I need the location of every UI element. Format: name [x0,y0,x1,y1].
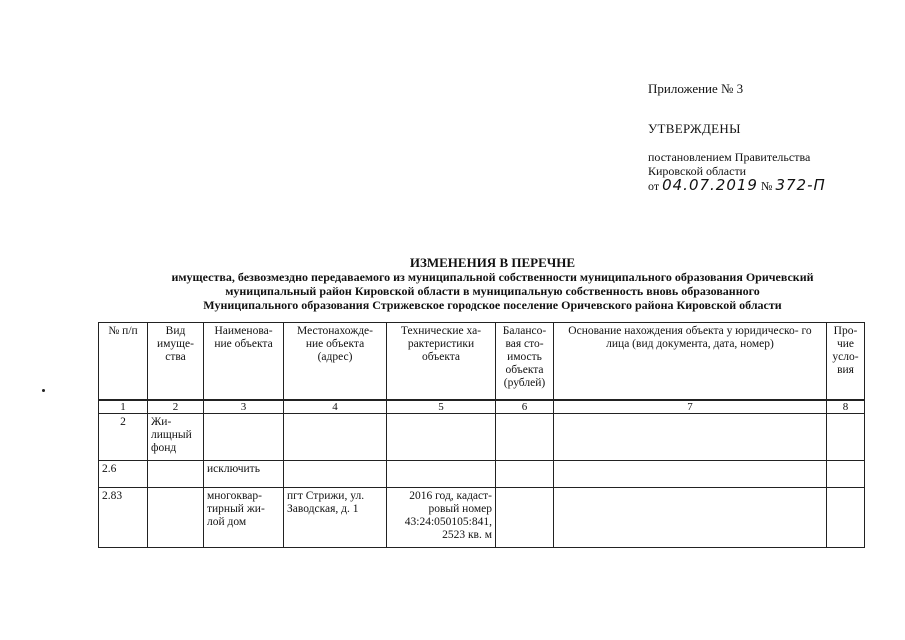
document-title [120,256,865,312]
table-row [99,488,865,548]
table-cell [554,414,827,461]
table-cell [204,414,284,461]
header-cell: Технические ха- рактеристики объекта [387,323,496,401]
table-cell [284,414,387,461]
title-line-3: Муниципального образования Стрижевское городское поселение Оричевского района Кировской области [203,298,782,312]
table-cell: исключить [204,461,284,488]
table-cell [827,461,865,488]
table-cell [827,414,865,461]
column-number: 5 [387,400,496,414]
column-number: 6 [496,400,554,414]
title-line-2: муниципальный район Кировской области в муниципальную собственность вновь образованного [225,284,760,298]
margin-dot [42,389,45,392]
property-table [98,322,865,548]
table-cell: 2016 год, кадаст- ровый номер 43:24:050105:841, 2523 кв. м [387,488,496,548]
table-cell [827,488,865,548]
table-cell [387,461,496,488]
column-number: 8 [827,400,865,414]
header-cell: Балансо- вая сто- имость объекта (рублей) [496,323,554,401]
table-cell [554,488,827,548]
table-cell [148,461,204,488]
table-cell [148,488,204,548]
handwritten-number: 372-П [775,176,826,194]
number-prefix: № [760,179,773,193]
table-cell: многоквар- тирный жи- лой дом [204,488,284,548]
table-cell: пгт Стрижи, ул. Заводская, д. 1 [284,488,387,548]
handwritten-date: 04.07.2019 [662,176,758,194]
header-cell: Основание нахождения объекта у юридическо- го лица (вид документа, дата, номер) [554,323,827,401]
table-cell: 2.83 [99,488,148,548]
table-cell [284,461,387,488]
resolution-date-line [648,178,826,193]
header-cell: Местонахожде- ние объекта (адрес) [284,323,387,401]
resolution-line-1: постановлением Правительства [648,150,811,164]
title-line-1: имущества, безвозмездно передаваемого из муниципальной собственности муниципального образования Оричевский [171,270,814,284]
approved-label: УТВЕРЖДЕНЫ [648,121,741,136]
table-cell [496,488,554,548]
header-cell: Про- чие усло- вия [827,323,865,401]
table-cell [496,414,554,461]
column-number: 7 [554,400,827,414]
table-cell [496,461,554,488]
header-cell: № п/п [99,323,148,401]
from-prefix: от [648,179,660,193]
column-number: 4 [284,400,387,414]
column-number: 2 [148,400,204,414]
table-cell: Жи- лищный фонд [148,414,204,461]
table-cell [554,461,827,488]
header-cell: Наименова- ние объекта [204,323,284,401]
resolution-line-2: Кировской области [648,164,747,178]
appendix-label: Приложение № 3 [648,81,744,96]
column-number: 3 [204,400,284,414]
table-cell: 2 [99,414,148,461]
table-cell [387,414,496,461]
column-number: 1 [99,400,148,414]
table-cell: 2.6 [99,461,148,488]
column-number-row [99,400,865,414]
resolution-block [648,150,826,193]
table-row [99,461,865,488]
table-header-row [99,323,865,401]
header-cell: Вид имуще- ства [148,323,204,401]
title-line-0: ИЗМЕНЕНИЯ В ПЕРЕЧНЕ [409,255,576,270]
table-row [99,414,865,461]
